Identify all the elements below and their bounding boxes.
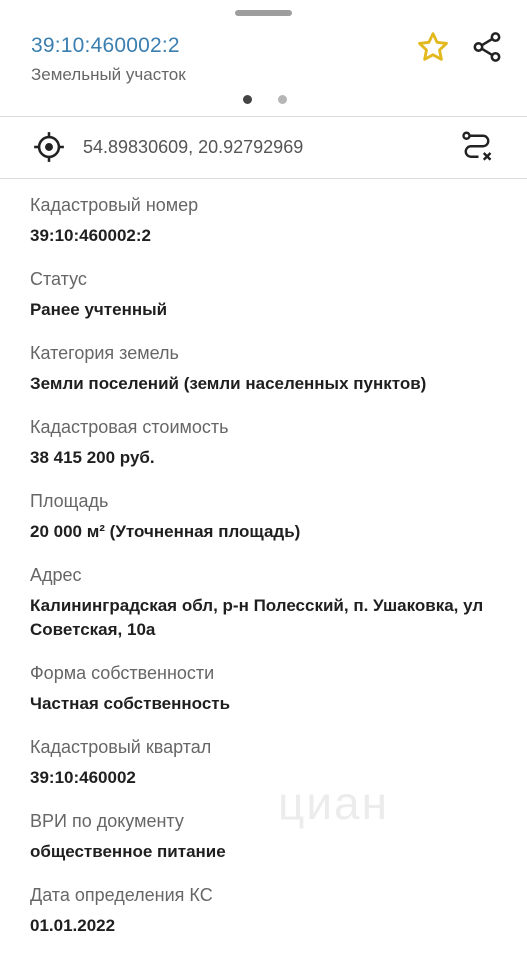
field-value: Земли поселений (земли населенных пунктов): [30, 374, 427, 393]
pager-dots: [243, 95, 287, 104]
coordinates-value[interactable]: 54.89830609, 20.92792969: [83, 137, 304, 157]
field-cadastral-number: [30, 192, 510, 248]
field-label: Площадь: [30, 491, 109, 511]
field-value: 39:10:460002: [30, 768, 136, 787]
field-value: 38 415 200 руб.: [30, 448, 155, 467]
field-address: [30, 562, 510, 642]
field-label: Кадастровый квартал: [30, 737, 212, 757]
share-icon: [470, 30, 504, 64]
field-label: Адрес: [30, 565, 82, 585]
coordinates-row: [0, 117, 527, 178]
field-value: 39:10:460002:2: [30, 226, 151, 245]
field-label: Категория земель: [30, 343, 179, 363]
field-area: [30, 488, 510, 544]
field-cadastral-value: [30, 414, 510, 470]
field-value: общественное питание: [30, 842, 226, 861]
field-label: Статус: [30, 269, 87, 289]
crosshair-icon[interactable]: [32, 130, 66, 164]
field-label: Кадастровая стоимость: [30, 417, 229, 437]
pager-dot[interactable]: [278, 95, 287, 104]
star-outline-icon: [416, 30, 450, 64]
field-value: 20 000 м² (Уточненная площадь): [30, 522, 301, 541]
field-status: [30, 266, 510, 322]
watermark-logo: циан: [278, 777, 390, 829]
field-permitted-use: [30, 808, 510, 864]
field-valuation-date: [30, 882, 510, 938]
field-label: Форма собственности: [30, 663, 215, 683]
share-button[interactable]: [469, 29, 505, 65]
field-land-category: [30, 340, 510, 396]
parcel-title: 39:10:460002:2: [31, 34, 180, 57]
favorite-button[interactable]: [415, 29, 451, 65]
field-value: 01.01.2022: [30, 916, 116, 935]
field-label: Дата определения КС: [30, 885, 213, 905]
divider: [0, 178, 527, 179]
parcel-details: [30, 192, 510, 938]
field-label: Кадастровый номер: [30, 195, 199, 215]
field-label: ВРИ по документу: [30, 811, 184, 831]
pager-dot-active[interactable]: [243, 95, 252, 104]
parcel-type: Земельный участок: [31, 65, 186, 84]
sheet-header: [0, 0, 527, 116]
field-value: Ранее учтенный: [30, 300, 168, 319]
field-value: Частная собственность: [30, 694, 231, 713]
field-value: Калининградская обл, р-н Полесский, п. Ушаковка, ул Советская, 10а: [30, 596, 484, 639]
field-cadastral-quarter: [30, 734, 510, 790]
field-ownership-form: [30, 660, 510, 716]
route-cancel-icon[interactable]: [459, 129, 495, 165]
